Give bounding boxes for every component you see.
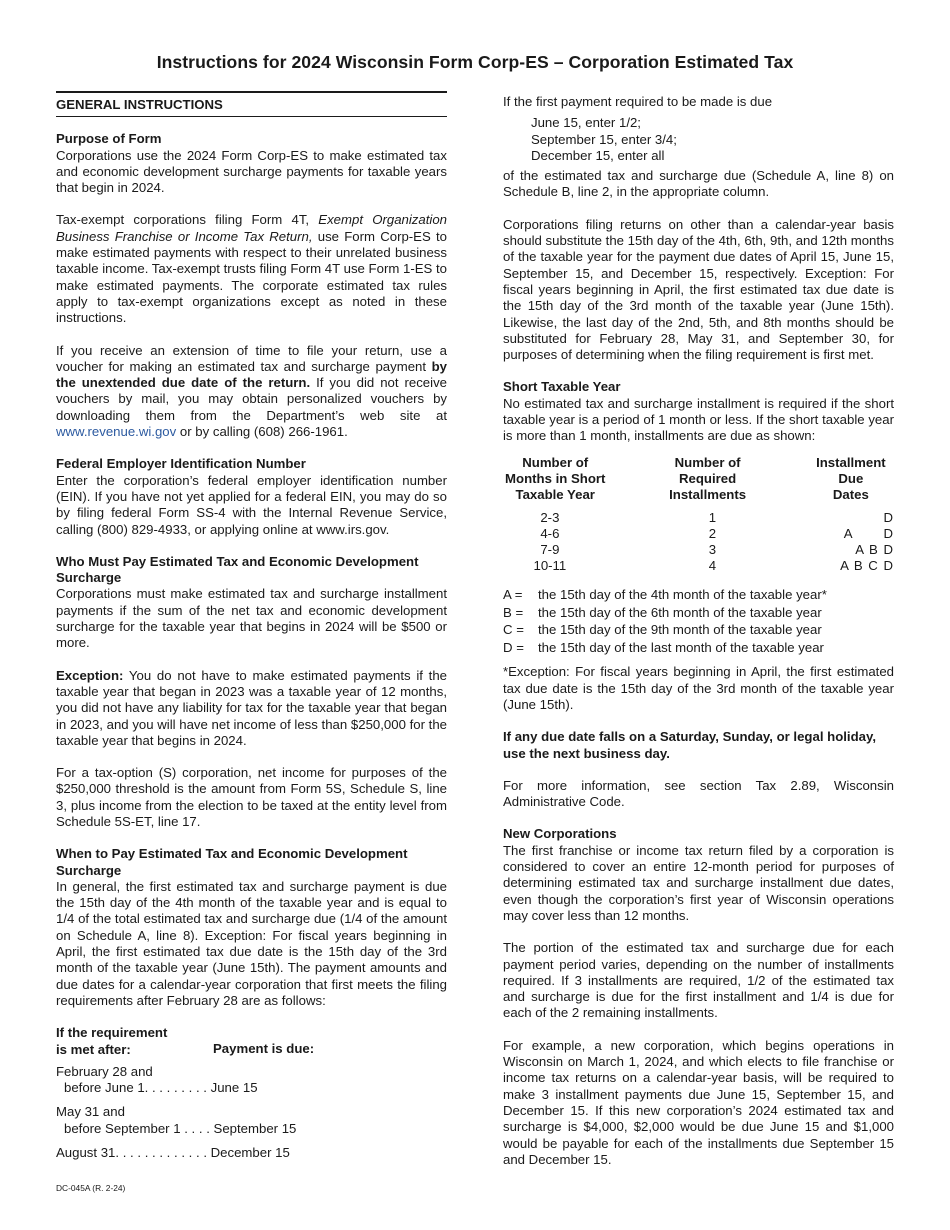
revenue-website-link[interactable]: www.revenue.wi.gov [56, 424, 177, 440]
payment-due-column-header: Payment is due: [213, 1041, 315, 1057]
legend-text: the 15th day of the 9th month of the taxable year [538, 622, 822, 638]
legend-item [503, 640, 894, 656]
exception-paragraph [56, 668, 447, 749]
table-cell: 2 [708, 525, 717, 541]
non-calendar-paragraph: Corporations filing returns on other than a calendar-year basis should substitute the 15th day of the 4th, 6th, 9th, and 12th months of the taxable year for the payment due dates of April 15, June 15, September 15, and December 15, respectively. Exception: For fiscal years beginning in April, the first estimated tax due date is the 15th day of the 3rd month of the taxable year (June 15th). Likewise, the last day of the 2nd, 5th, and 8th months should be substituted for February 28, May 31, and September 30, for purposes of determining when the filing requirement is first met. [503, 216, 894, 363]
table-cell: 4 [708, 558, 717, 574]
first-payment-after: of the estimated tax and surcharge due (Schedule A, line 8) on Schedule B, line 2, in the appropriate column. [503, 168, 894, 200]
row-line: May 31 and [56, 1104, 125, 1120]
holiday-note: If any due date falls on a Saturday, Sunday, or legal holiday, use the next business day. [503, 729, 876, 761]
legend-item [503, 605, 894, 621]
table-row [503, 542, 894, 558]
table-row [56, 1145, 447, 1161]
new-corporations-paragraph-1: The first franchise or income tax return filed by a corporation is considered to cover an entire 12-month period for purposes of determining estimated tax and surcharge installment due dates, even though the corporation’s first year of Wisconsin operations may cover less than 12 months. [503, 842, 894, 923]
legend-key: C = [503, 622, 524, 638]
short-taxable-year-heading: Short Taxable Year [503, 379, 621, 395]
list-item: September 15, enter 3/4; [531, 131, 677, 147]
payment-table-header [56, 1025, 447, 1058]
header-line: Number of [674, 454, 741, 470]
table-row [503, 558, 894, 574]
tax-option-paragraph: For a tax-option (S) corporation, net income for purposes of the $250,000 threshold is the amount from Form 5S, Schedule S, line 3, plus income from the election to be taxed at the entity level from Schedule 5S-ET, line 17. [56, 765, 447, 829]
legend-key: D = [503, 640, 524, 656]
general-instructions-heading: GENERAL INSTRUCTIONS [56, 91, 447, 117]
text-span: Tax-exempt corporations filing Form 4T, [56, 212, 319, 228]
table-cell: 3 [708, 542, 717, 558]
purpose-heading: Purpose of Form [56, 131, 162, 147]
header-line: If the requirement [56, 1025, 168, 1041]
text-span: use Form Corp-ES to make estimated payments with respect to their unrelated business taxable income. Tax-exempt trusts filing Form 4T use Form 1-ES to make estimated payments. The corporate estimated tax rules apply to tax-exempt organizations except as noted in these instructions. [56, 228, 447, 326]
purpose-paragraph-2 [56, 212, 447, 326]
table-cell: A D [843, 525, 894, 541]
table-row [56, 1104, 447, 1137]
header-line: Required [679, 470, 737, 486]
first-payment-intro: If the first payment required to be made is due [503, 94, 773, 109]
row-line: February 28 and [56, 1063, 153, 1079]
when-to-pay-heading: When to Pay Estimated Tax and Economic Development Surcharge [56, 846, 408, 878]
form-4t-title: Exempt Organization Business Franchise or Income Tax Return, [56, 212, 447, 244]
fein-paragraph: Enter the corporation’s federal employer identification number (EIN). If you have not yet applied for a federal EIN, you may do so by filing federal Form SS-4 with the Internal Revenue Service, calling (800) 829-4933, or applying online at www.irs.gov. [56, 472, 447, 537]
more-info-paragraph: For more information, see section Tax 2.89, Wisconsin Administrative Code. [503, 777, 894, 810]
legend-text: the 15th day of the 4th month of the taxable year* [538, 586, 827, 602]
legend-text: the 15th day of the 6th month of the taxable year [538, 604, 822, 620]
text-span: If you receive an extension of time to file your return, use a voucher for making an estimated tax and surcharge payment [56, 342, 447, 374]
legend-text: the 15th day of the last month of the taxable year [538, 640, 824, 656]
list-item: June 15, enter 1/2; [531, 115, 641, 131]
installment-table-header [503, 455, 894, 504]
table-cell: 4-6 [540, 525, 560, 541]
page-title: Instructions for 2024 Wisconsin Form Corp-ES – Corporation Estimated Tax [156, 52, 794, 72]
requirement-column-header [56, 1025, 213, 1058]
new-corporations-heading: New Corporations [503, 826, 617, 842]
due-dates-column-header [808, 455, 894, 504]
header-line: Installment [816, 454, 886, 470]
header-line: is met after: [56, 1041, 131, 1057]
table-cell: A B C D [840, 558, 894, 574]
legend-key: A = [503, 586, 523, 602]
header-line: Number of [522, 454, 589, 470]
row-line: August 31. . . . . . . . . . . . . December 15 [56, 1145, 290, 1161]
table-cell: 10-11 [533, 558, 567, 574]
months-column-header [503, 455, 607, 504]
fiscal-exception-note: *Exception: For fiscal years beginning in April, the first estimated tax due date is the 15th day of the 3rd month of the taxable year (June 15th). [503, 664, 894, 712]
header-line: Installments [669, 487, 747, 503]
purpose-paragraph-1: Corporations use the 2024 Form Corp-ES to make estimated tax and economic development surcharge payments for taxable years that begin in 2024. [56, 147, 447, 196]
header-line: Months in Short [505, 470, 606, 486]
table-row [503, 526, 894, 542]
legend-item [503, 587, 894, 603]
table-cell: 7-9 [540, 542, 560, 558]
table-cell: D [883, 509, 894, 525]
header-line: Due [838, 470, 864, 486]
new-corporations-paragraph-3: For example, a new corporation, which begins operations in Wisconsin on March 1, 2024, and which elects to file franchise or income tax returns on a calendar-year basis, will be required to make 3 installment payments due June 15, September 15, and December 15. If this new corporation’s 2024 estimated tax and surcharge is $4,000, $2,000 would be due June 15 and $1,000 would be payable for each of the installments due September 15 and December 15. [503, 1037, 894, 1167]
when-to-pay-paragraph: In general, the first estimated tax and surcharge payment is due the 15th day of the 4th month of the taxable year and is equal to 1/4 of the total estimated tax and surcharge due (1/4 of the amount on Schedule A, line 8). Exception: For fiscal years beginning in April, the first estimated tax due date is the 15th day of the 3rd month of the taxable year (June 15th). The payment amounts and due dates for a calendar-year corporation that first meets the filing requirements after February 28 are as follows: [56, 878, 447, 1008]
header-line: Dates [832, 487, 869, 503]
short-taxable-year-paragraph: No estimated tax and surcharge installment is required if the short taxable year is a period of 1 month or less. If the short taxable year is more than 1 month, installments are due as shown: [503, 395, 894, 444]
table-cell: A B D [855, 542, 894, 558]
exception-label: Exception: [56, 667, 124, 683]
payment-due-table [56, 1025, 447, 1161]
due-date-legend [503, 587, 894, 657]
text-span: You do not have to make estimated payments if the taxable year that began in 2023 was a taxable year of 12 months, you did not have any liability for tax for the taxable year that began in 2023, and you will have net income of less than $250,000 for the taxable year that begins in 2024. [56, 667, 447, 748]
table-cell: 2-3 [540, 509, 560, 525]
right-column [503, 94, 894, 1184]
first-payment-list [503, 115, 894, 164]
bold-text: by the unextended due date of the return. [56, 358, 447, 391]
table-row [56, 1064, 447, 1097]
installment-table [503, 455, 894, 575]
legend-item [503, 622, 894, 638]
fein-heading: Federal Employer Identification Number [56, 456, 306, 472]
header-line: Taxable Year [515, 487, 595, 503]
text-span: or by calling (608) 266-1961. [176, 424, 348, 440]
who-must-pay-paragraph: Corporations must make estimated tax and surcharge installment payments if the sum of the net tax and economic development surcharge for the taxable year that begins in 2024 will be $500 or more. [56, 586, 447, 651]
table-cell: 1 [708, 509, 717, 525]
text-span: If you did not receive vouchers by mail, you may obtain personalized vouchers by downloading them from the Department’s web site at [56, 375, 447, 423]
who-must-pay-heading: Who Must Pay Estimated Tax and Economic Development Surcharge [56, 553, 419, 586]
legend-key: B = [503, 604, 524, 620]
new-corporations-paragraph-2: The portion of the estimated tax and surcharge due for each payment period varies, depending on the number of installments required. If 3 installments are required, 1/2 of the estimated tax and surcharge is due for the first installment and 1/4 is due for each of the 2 remaining installments. [503, 940, 894, 1021]
list-item: December 15, enter all [531, 147, 665, 163]
form-number-footer: DC-045A (R. 2-24) [56, 1183, 126, 1193]
row-line: before June 1. . . . . . . . . June 15 [64, 1080, 258, 1096]
row-line: before September 1 . . . . September 15 [64, 1120, 297, 1136]
left-column [56, 91, 447, 1169]
purpose-paragraph-3 [56, 343, 447, 441]
installments-column-header [607, 455, 807, 504]
table-row [503, 510, 894, 526]
